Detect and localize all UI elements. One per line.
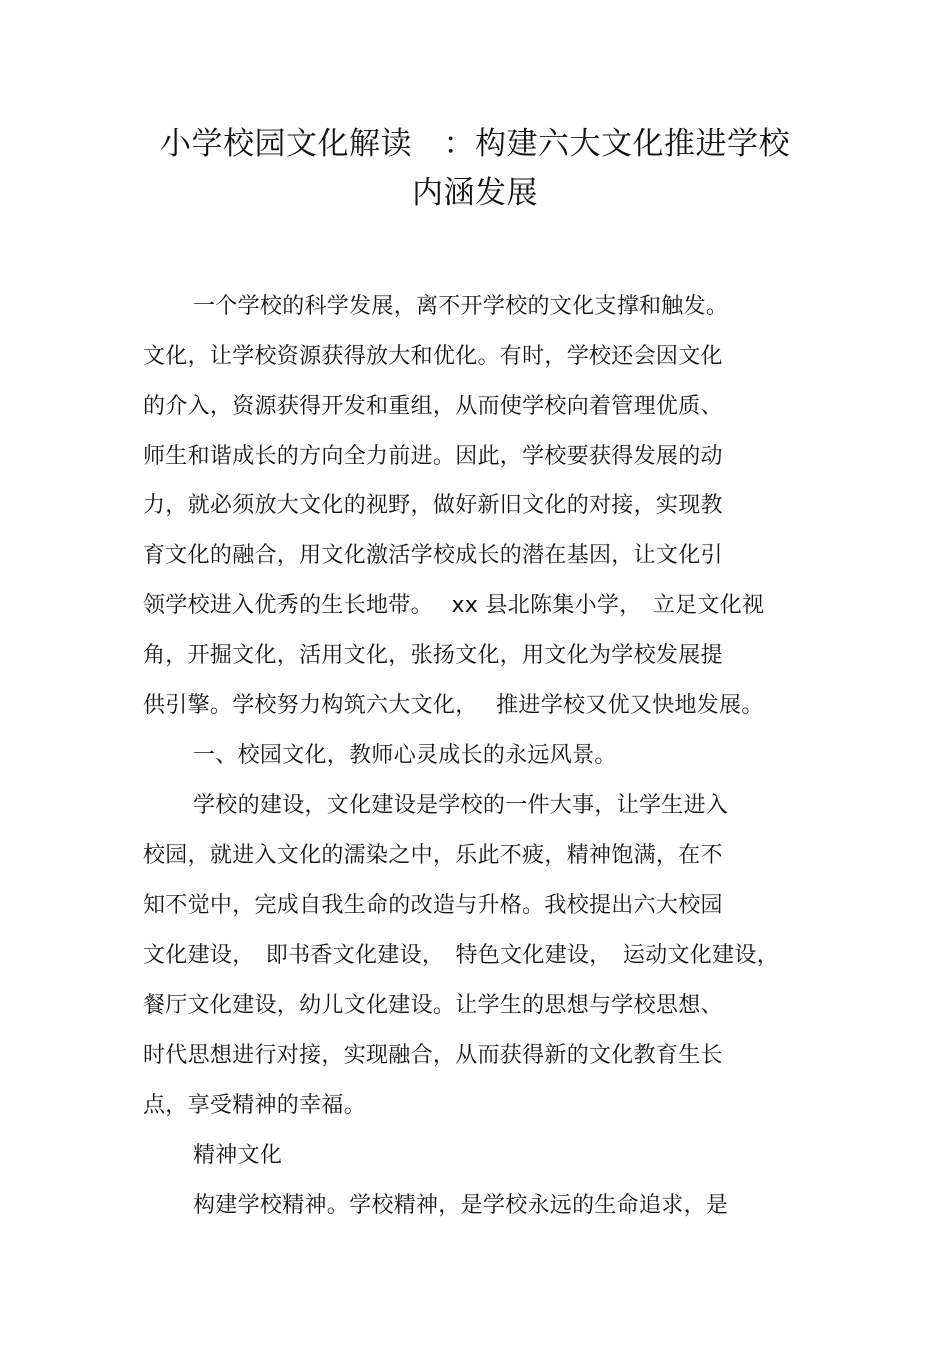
paragraph-line: 校园，就进入文化的濡染之中，乐此不疲，精神饱满，在不	[143, 843, 723, 868]
paragraph-line: 的介入，资源获得开发和重组，从而使学校向着管理优质、	[143, 394, 723, 419]
paragraph-line: 育文化的融合，用文化激活学校成长的潜在基因，让文化引	[143, 543, 723, 568]
paragraph-line: 学校的建设，文化建设是学校的一件大事，让学生进入	[193, 793, 729, 818]
paragraph-line: 餐厅文化建设，幼儿文化建设。让学生的思想与学校思想、	[143, 993, 723, 1018]
paragraph-line: 文化，让学校资源获得放大和优化。有时，学校还会因文化	[143, 344, 723, 369]
paragraph-line: 知不觉中，完成自我生命的改造与升格。我校提出六大校园	[143, 893, 723, 918]
paragraph-line: 师生和谐成长的方向全力前进。因此，学校要获得发展的动	[143, 444, 723, 469]
document-title-line-1: 小学校园文化解读 ：构建六大文化推进学校	[160, 126, 790, 162]
paragraph-line: 一个学校的科学发展，离不开学校的文化支撑和触发。	[193, 294, 729, 319]
paragraph-line: 时代思想进行对接，实现融合，从而获得新的文化教育生长	[143, 1043, 723, 1068]
paragraph-line: 力，就必须放大文化的视野，做好新旧文化的对接，实现教	[143, 493, 723, 518]
paragraph-line: 领学校进入优秀的生长地带。 xx 县北陈集小学， 立足文化视	[143, 593, 765, 618]
document-title-line-2: 内涵发展	[412, 175, 538, 211]
section-heading: 一、校园文化，教师心灵成长的永远风景。	[193, 743, 617, 768]
paragraph-line: 角，开掘文化，活用文化，张扬文化，用文化为学校发展提	[143, 643, 723, 668]
paragraph-line: 构建学校精神。学校精神，是学校永远的生命追求，是	[193, 1193, 729, 1218]
subsection-heading: 精神文化	[193, 1143, 283, 1168]
paragraph-line: 点，享受精神的幸福。	[143, 1093, 367, 1118]
paragraph-line: 文化建设， 即书香文化建设， 特色文化建设， 运动文化建设，	[143, 943, 780, 968]
paragraph-line: 供引擎。学校努力构筑六大文化， 推进学校又优又快地发展。	[143, 693, 764, 718]
